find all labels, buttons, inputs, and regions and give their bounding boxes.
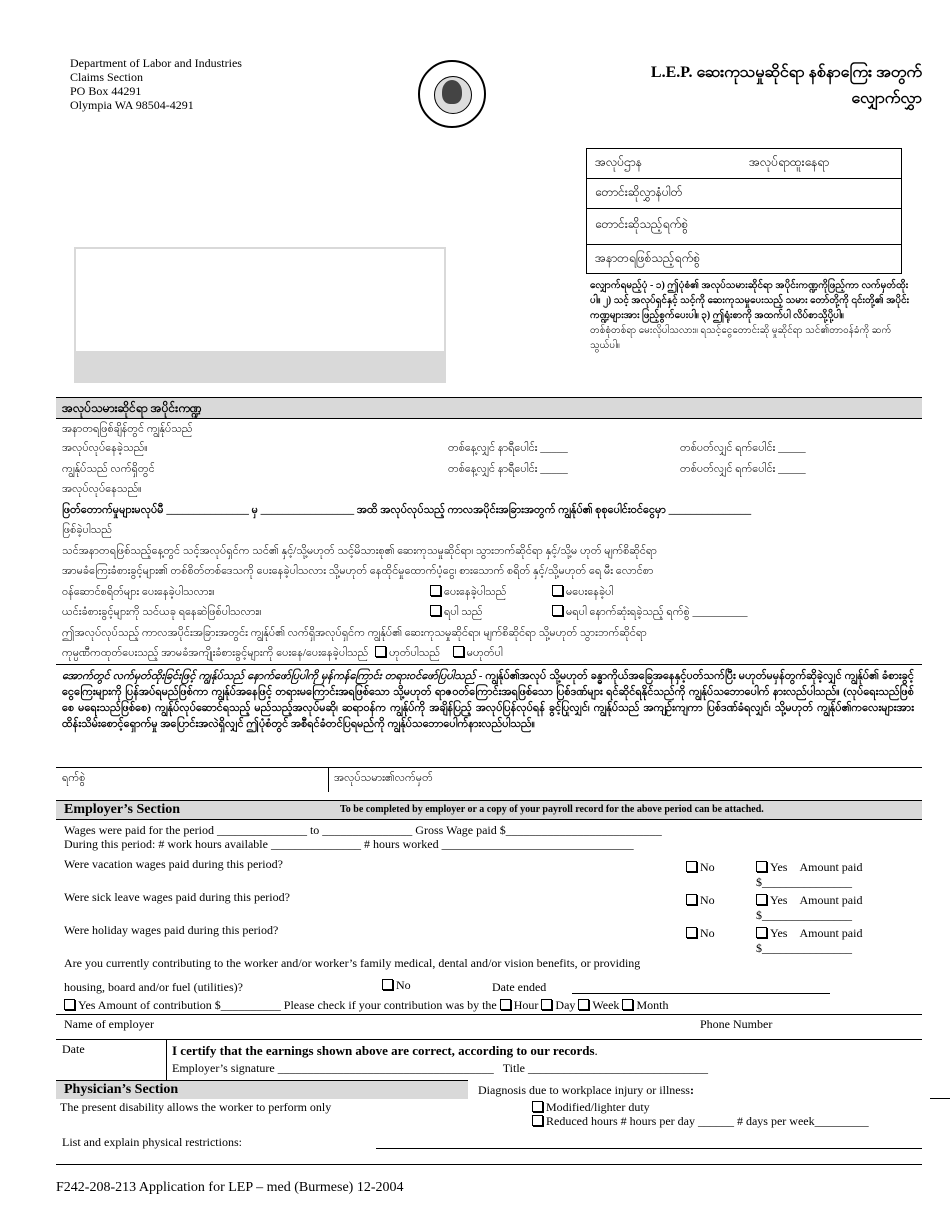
employer-paid-text: ကုမ္ပဏီကထုတ်ပေးသည့် အာမခံအကျိုးခံစားခွင့်များကို ပေးနေ/ပေးနေခဲ့ပါသည် xyxy=(62,647,369,659)
present-disability-label: The present disability allows the worker to perform only xyxy=(60,1100,332,1114)
diagnosis-label xyxy=(478,1083,694,1098)
work-hours-field[interactable]: During this period: # work hours available _______________ # hours worked ________________________________ xyxy=(64,837,634,851)
cert-italic: အောက်တွင် လက်မှတ်ထိုးခြင်းဖြင့် ကျွန်ုပ်သည် နောက်ဖော်ပြပါကို မှန်ကန်ကြောင်း တရားဝင်ဖော်ပြပါသည် xyxy=(62,670,476,682)
contrib-no-checkbox[interactable] xyxy=(382,978,411,993)
form-id: F242-208-213 Application for LEP – med (Burmese) 12-2004 xyxy=(56,1180,404,1195)
employer-label: အလုပ်ဌာန xyxy=(595,155,642,169)
divider xyxy=(56,1039,922,1040)
contrib-yes-label: Yes Amount of contribution $__________ Please check if your contribution was by the xyxy=(78,998,497,1012)
injury-date-field[interactable] xyxy=(587,245,901,273)
amount-paid-label: Amount paid xyxy=(799,893,863,907)
vacation-question: Were vacation wages paid during this period? xyxy=(64,857,283,871)
employer-jobsite-field[interactable] xyxy=(587,149,901,179)
modified-duty-checkbox[interactable] xyxy=(532,1100,650,1115)
sick-no-checkbox[interactable] xyxy=(686,893,715,908)
contribution-question-2: housing, board and/or fuel (utilities)? xyxy=(64,980,243,994)
day-label: Day xyxy=(555,998,576,1012)
physician-section-heading: Physician’s Section xyxy=(64,1082,179,1097)
hour-label: Hour xyxy=(513,998,539,1012)
employer-certify xyxy=(172,1043,598,1059)
week-label: Week xyxy=(592,998,620,1012)
diagnosis-colon: : xyxy=(689,1083,694,1097)
days-per-week-1[interactable]: တစ်ပတ်လျှင် ရက်ပေါင်း _____ xyxy=(680,442,806,454)
sick-amount-field[interactable]: $_______________ xyxy=(756,908,852,922)
yes-label: Yes xyxy=(770,893,788,907)
employer-signature-row xyxy=(172,1061,708,1076)
ep-no-checkbox[interactable] xyxy=(453,647,503,659)
divider xyxy=(166,1040,167,1080)
gross-earnings-period[interactable]: ဖြတ်တောက်မှုများမလုပ်မီ _______________ မှ _________________ အထိ အလုပ်လုပ်သည့် ကာလအပိုင်းအခြားအတွက် ကျွန်ုပ်၏ စုစုပေါင်းဝင်ငွေမှာ _______________ xyxy=(62,504,752,516)
amount-paid-label: Amount paid xyxy=(799,860,863,874)
address-line: Department of Labor and Industries xyxy=(70,56,242,70)
reduced-hours-checkbox[interactable] xyxy=(532,1114,869,1129)
receive-yes-checkbox[interactable] xyxy=(430,605,483,621)
q-working-at-injury-2: အလုပ်လုပ်နေခဲ့သည်။ xyxy=(62,442,148,454)
hours-per-day-1[interactable]: တစ်နေ့လျှင် နာရီပေါင်း _____ xyxy=(448,442,568,454)
employer-section-note: To be completed by employer or a copy of your payroll record for the above period can be attached. xyxy=(340,804,764,815)
date-ended-line[interactable] xyxy=(572,993,830,994)
agency-address xyxy=(70,56,242,112)
month-label: Month xyxy=(636,998,669,1012)
no-label: No xyxy=(700,860,715,874)
gross-earnings-end: ဖြစ်ခဲ့ပါသည် xyxy=(62,524,112,536)
date-ended-label: Date ended xyxy=(492,980,547,994)
modified-duty-label: Modified/lighter duty xyxy=(546,1100,650,1114)
certify-end: . xyxy=(594,1043,598,1058)
ep-yes-label: ဟုတ်ပါသည် xyxy=(389,647,440,659)
q-currently-working: ကျွန်ုပ်သည် လက်ရှိတွင် xyxy=(62,463,155,475)
reduced-hours-label: Reduced hours # hours per day ______ # days per week_________ xyxy=(546,1114,869,1128)
divider xyxy=(930,1098,950,1099)
injury-date-label: အနာတရဖြစ်သည့်ရက်စွဲ xyxy=(595,251,700,265)
worker-signature-field[interactable]: အလုပ်သမား၏လက်မှတ် xyxy=(334,772,433,784)
employer-section-bar xyxy=(56,800,922,820)
divider xyxy=(56,664,922,665)
week-checkbox[interactable] xyxy=(578,998,619,1012)
contribution-question-1: Are you currently contributing to the worker and/or worker’s family medical, dental and/or vision benefits, or providing xyxy=(64,956,641,970)
sick-leave-question: Were sick leave wages paid during this period? xyxy=(64,890,290,904)
paid-no-label: မပေးနေခဲ့ပါ xyxy=(566,586,614,598)
month-checkbox[interactable] xyxy=(622,998,668,1012)
address-line: Olympia WA 98504-4291 xyxy=(70,98,194,112)
yes-label: Yes xyxy=(770,926,788,940)
contrib-yes-checkbox[interactable] xyxy=(64,998,497,1012)
vacation-yes-checkbox[interactable] xyxy=(756,860,862,875)
q-working-at-injury: အနာတရဖြစ်ချိန်တွင် ကျွန်ုပ်သည် xyxy=(62,423,193,435)
amount-paid-label: Amount paid xyxy=(799,926,863,940)
paid-yes-checkbox[interactable] xyxy=(430,585,506,601)
receive-no-checkbox[interactable] xyxy=(552,605,747,621)
diagnosis-text: Diagnosis due to workplace injury or illness xyxy=(478,1083,690,1097)
title-line-2: လျှောက်လွှာ xyxy=(851,90,922,107)
still-receiving-question: ယင်းခံစားခွင့်များကို သင်ယခု ရနေဆဲဖြစ်ပါသလား။ xyxy=(62,606,262,618)
claim-date-label: တောင်းဆိုသည့်ရက်စွဲ xyxy=(595,217,689,231)
receive-yes-label: ရပါ သည် xyxy=(444,606,483,618)
divider xyxy=(328,768,329,792)
divider xyxy=(56,1014,922,1015)
employer-signature-label: Employer’s signature xyxy=(172,1061,275,1075)
holiday-yes-checkbox[interactable] xyxy=(756,926,862,941)
benefits-question-1: သင်အနာတရဖြစ်သည့်နေ့တွင် သင့်အလုပ်ရှင်က သင်၏ နှင့်/သို့မဟုတ် သင့်မိသားစု၏ ဆေးကုသမှုဆိုင်ရာ၊ သွားဘက်ဆိုင်ရာ နှင့်/သို့မ ဟုတ် မျက်စိဆိုင်ရာ xyxy=(62,545,657,557)
yes-label: Yes xyxy=(770,860,788,874)
title-label: Title xyxy=(502,1061,526,1075)
employer-signature-field[interactable]: ____________________________________ xyxy=(277,1061,494,1075)
benefits-question-2: အာမခံကြေးခံစားခွင့်များ၏ တစ်စိတ်တစ်ဒေသကို ပေးနေခဲ့ပါသလား သို့မဟုတ် နေထိုင်မှုထောက်ပံ့ငွေ၊ စားသောက် စရိတ် နှင့်/သို့မဟုတ် ရေ မီး လောင်စာ xyxy=(62,565,654,577)
benefits-question-3: ဝန်ဆောင်စရိတ်များ ပေးနေခဲ့ပါသလား။ xyxy=(62,586,215,598)
holiday-question: Were holiday wages paid during this period? xyxy=(64,923,279,937)
worker-certification xyxy=(62,668,914,732)
no-label: No xyxy=(700,893,715,907)
no-label: No xyxy=(700,926,715,940)
claim-date-field[interactable] xyxy=(587,209,901,245)
worker-date-field[interactable]: ရက်စွဲ xyxy=(62,772,86,784)
day-checkbox[interactable] xyxy=(541,998,575,1012)
holiday-amount-field[interactable]: $_______________ xyxy=(756,941,852,955)
address-label-area xyxy=(74,247,446,383)
instructions xyxy=(590,278,910,353)
ep-yes-checkbox[interactable] xyxy=(375,647,440,659)
state-seal-icon xyxy=(418,60,486,128)
no-label: No xyxy=(396,978,411,992)
employer-section-heading: Employer’s Section xyxy=(64,802,180,817)
contrib-yes-row xyxy=(64,998,668,1013)
employer-name-field[interactable]: Name of employer xyxy=(64,1017,154,1031)
form-title xyxy=(582,60,922,112)
paid-yes-label: ပေးနေခဲ့ပါသည် xyxy=(444,586,507,598)
receive-no-label: မရပါ နောက်ဆုံးရခဲ့သည့် ရက်စွဲ __________ xyxy=(566,606,748,618)
worker-section-heading: အလုပ်သမားဆိုင်ရာ အပိုင်းကဏ္ဍ xyxy=(56,397,922,419)
address-line: Claims Section xyxy=(70,70,143,84)
restrictions-line[interactable] xyxy=(376,1148,922,1149)
claim-number-label: တောင်းဆိုလွှာနံပါတ် xyxy=(595,185,683,199)
sick-yes-checkbox[interactable] xyxy=(756,893,862,908)
days-per-week-2[interactable]: တစ်ပတ်လျှင် ရက်ပေါင်း _____ xyxy=(680,463,806,475)
instructions-bold: လျှောက်ရမည့်ပုံ - ၁) ဤပုံစံ၏ အလုပ်သမားဆိုင်ရာ အပိုင်းကဏ္ဍကိုဖြည့်ကာ လက်မှတ်ထိုးပါ။ ၂) သင့် အလုပ်ရှင်နှင့် သင့်ကို ဆေးကုသမှုပေးသည့် သမား တော်တို့ကို ၎င်းတို့၏ အပိုင်းကဏ္ဍများအား ဖြည့်စွက်ပေးပါ။ ၃) ဤရုံးစာကို အထက်ပါ လိပ်စာသို့ပို့ပါ။ xyxy=(590,280,910,321)
q-currently-working-2: အလုပ်လုပ်နေသည်။ xyxy=(62,483,142,495)
paid-no-checkbox[interactable] xyxy=(552,585,613,601)
claim-info-box xyxy=(586,148,902,274)
physician-section-bar xyxy=(56,1080,468,1099)
instructions-contact: တစ်စုံတစ်ရာ မေးလိုပါသလား။ ရသင့်ငွေတောင်းဆို မှုဆိုင်ရာ သင်၏တာဝန်ခံကို ဆက်သွယ်ပါ။ xyxy=(590,325,892,351)
divider xyxy=(56,1164,922,1165)
holiday-no-checkbox[interactable] xyxy=(686,926,715,941)
employer-paid-question-2 xyxy=(62,646,503,662)
restrictions-label: List and explain physical restrictions: xyxy=(62,1135,242,1149)
divider xyxy=(56,767,922,768)
certify-text: I certify that the earnings shown above are correct, according to our records xyxy=(172,1043,595,1058)
hour-checkbox[interactable] xyxy=(500,998,539,1012)
employer-date-field[interactable]: Date xyxy=(62,1042,85,1056)
phone-number-field[interactable]: Phone Number xyxy=(700,1017,773,1031)
ep-no-label: မဟုတ်ပါ xyxy=(466,647,503,659)
hours-per-day-2[interactable]: တစ်နေ့လျှင် နာရီပေါင်း _____ xyxy=(448,463,568,475)
wages-period-field[interactable]: Wages were paid for the period _______________ to _______________ Gross Wage paid $__________________________ xyxy=(64,823,662,837)
job-site-label: အလုပ်ရာထူးနေရာ xyxy=(749,155,830,169)
claim-number-field[interactable] xyxy=(587,179,901,209)
employer-paid-question-1: ဤအလုပ်လုပ်သည့် ကာလအပိုင်းအခြားအတွင်း ကျွန်ုပ်၏ လက်ရှိအလုပ်ရှင်က ကျွန်ုပ်၏ ဆေးကုသမှုဆိုင်ရာ၊ မျက်စိဆိုင်ရာ သို့မဟုတ် သွားဘက်ဆိုင်ရာ xyxy=(62,627,647,639)
cert-body: - ကျွန်ုပ်၏အလုပ် သို့မဟုတ် ခန္ဓာကိုယ်အခြေအနေနှင့်ပတ်သက်ပြီး မဟုတ်မမှန်တွက်ဆိုခဲ့လျှင် ကျွန်ုပ်၏ ခံစားခွင့်ငွေကြေးများကို ပြန်အပ်ရမည်ဖြစ်ကာ ကျွန်ုပ်အနေဖြင့် တရားမကြောင်းအရဖြစ်သော သို့မဟုတ် ရာဇဝတ်ကြောင်းအရဖြစ်သော ပြစ်ဒဏ်များ ရင်ဆိုင်ရနိုင်သည်ကို ကျွန်ုပ်သဘောပေါက် နားလည်ပါသည်။ (လုပ်ရေးသည်ဖြစ်စေ မရေးသည်ဖြစ်စေ) ကျွန်ုပ်လုပ်ဆောင်ရသည့် မည်သည့်အလုပ်မဆို၊ ဆရာဝန်က ကျွန်ုပ်ကို အချိန်ပြည့် အလုပ်ပြန်လုပ်ရန် ခွင့်ပြုလျှင်၊ ကျွန်ုပ်သည် အကျဉ်းကျကာ ပြစ်ဒဏ်ခံရလျှင်၊ သို့မဟုတ် ကျွန်ုပ်၏ကလေးများအား ထိန်းသိမ်းစောင့်ရှောက်မှု အပြောင်းအလဲရှိလျှင် ဤပုံစံတွင် အစီရင်ခံတင်ပြရမည်ကို ကျွန်ုပ်သဘောပေါက်နားလည်ပါသည်။ xyxy=(62,670,914,730)
address-line: PO Box 44291 xyxy=(70,84,142,98)
vacation-no-checkbox[interactable] xyxy=(686,860,715,875)
vacation-amount-field[interactable]: $_______________ xyxy=(756,875,852,889)
title-field[interactable]: ______________________________ xyxy=(528,1061,709,1075)
title-line-1: L.E.P. ဆေးကုသမှုဆိုင်ရာ နစ်နာကြေး အတွက် xyxy=(650,64,922,81)
